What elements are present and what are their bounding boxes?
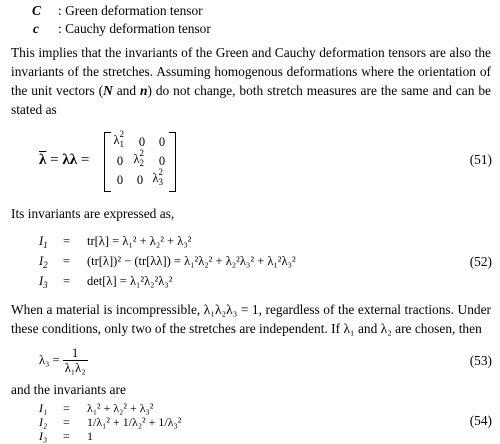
eq52-row: $I_2$ = (tr[λ])² − (tr[λλ]) = λ₁²λ₂² + λ₂²λ₃² + λ₁²λ₃² [39,254,296,270]
equation-number-52: (52) [469,254,492,269]
definition-c [33,20,211,38]
matrix-cell: λ 2 1 [113,129,125,149]
matrix-cell: 0 [158,154,166,168]
stretch-matrix [104,129,176,192]
equation-51 [39,152,89,169]
matrix-cell: 0 [138,135,146,149]
matrix-cell: 0 [116,173,124,187]
paragraph-and-invariants: and the invariants are [11,382,126,397]
symbol-c: c [33,21,39,36]
para1-text: This implies that the invariants of the Green and Cauchy deformation tensors are also the invariants of the stretches. Assuming homogenous deformations where the orientation of the unit vectors ( [11,45,491,98]
matrix-cell: λ 2 2 [133,148,145,168]
matrix-cell: 0 [116,154,124,168]
eq52-row: $I_3$ = det[λ] = λ₁²λ₂²λ₃² [39,274,173,290]
matrix-cell: 0 [136,173,144,187]
eq51-rhs: λλ [62,152,78,168]
paragraph-expressed: Its invariants are expressed as, [11,206,175,221]
paragraph-incompressible: When a material is incompressible, λ₁λ₂λ₃ = 1, regardless of the external tractions. Under these conditions, only two of the stretches are independent. If λ₁ and λ₂ are chosen, then [11,302,491,336]
paragraph-invariants [11,43,491,119]
equation-52 [39,234,319,294]
equation-number-53: (53) [469,353,492,368]
eq53-lhs: λ₃ = [39,353,60,367]
eq53-fraction [63,346,88,375]
para1-and: and [112,83,140,98]
para1-end: ) do not change, both stretch measures are the same and can be stated as [11,83,491,117]
eq53-numerator: 1 [63,346,88,361]
vector-n: n [140,83,148,98]
eq51-lhs: $\overline{\lambda}$ [39,152,47,168]
matrix-cell: λ 2 3 [152,167,164,187]
matrix-cell: 0 [158,135,166,149]
definition-c-text: : Cauchy deformation tensor [58,21,211,36]
definition-C-text: : Green deformation tensor [58,3,203,18]
symbol-C: C [32,3,41,18]
equation-number-54: (54) [469,413,492,428]
eq51-eq2: = [80,152,90,168]
definition-C [32,2,203,20]
eq52-row: $I_1$ = tr[λ] = λ₁² + λ₂² + λ₃² [39,234,192,250]
vector-N: N [103,83,113,98]
eq53-denominator: λ₁λ₂ [64,361,86,375]
eq51-eq: = [50,152,59,168]
equation-number-51: (51) [469,152,492,167]
equation-53 [39,346,88,375]
